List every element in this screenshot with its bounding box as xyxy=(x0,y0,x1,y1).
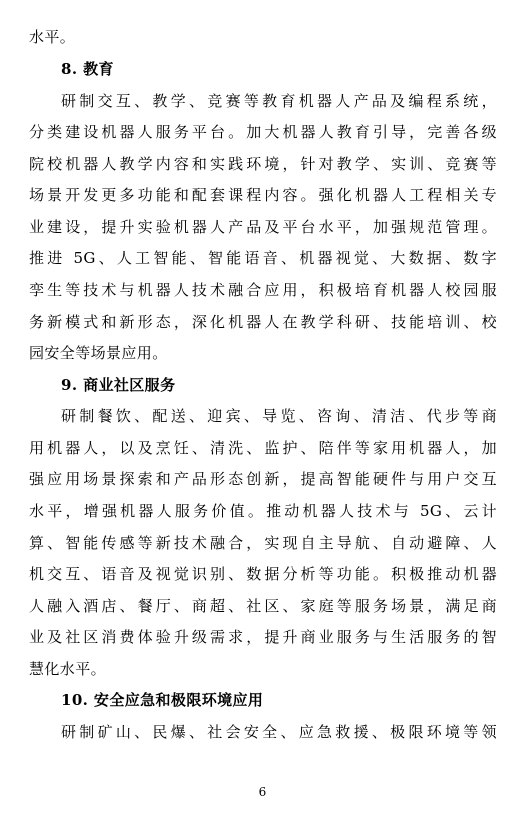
section-heading-safety-emergency: 10. 安全应急和极限环境应用 xyxy=(61,691,264,709)
text-line: 机交互、语音及视觉识别、数据分析等功能。积极推动机器 xyxy=(29,565,497,583)
text-line: 场景开发更多功能和配套课程内容。强化机器人工程相关专 xyxy=(29,186,497,204)
text-line: 研制交互、教学、竞赛等教育机器人产品及编程系统， xyxy=(61,92,497,110)
text-line: 院校机器人教学内容和实践环境，针对教学、实训、竞赛等 xyxy=(29,155,497,173)
text-line: 算、智能传感等新技术融合，实现自主导航、自动避障、人 xyxy=(29,534,497,552)
text-line: 水平。 xyxy=(29,28,76,46)
text-line: 慧化水平。 xyxy=(29,660,107,678)
text-line: 研制餐饮、配送、迎宾、导览、咨询、清洁、代步等商 xyxy=(61,407,497,425)
text-line: 园安全等场景应用。 xyxy=(29,344,168,362)
section-heading-education: 8. 教育 xyxy=(61,60,114,78)
text-line: 分类建设机器人服务平台。加大机器人教育引导，完善各级 xyxy=(29,123,497,141)
text-line: 强应用场景探索和产品形态创新，提高智能硬件与用户交互 xyxy=(29,470,497,488)
text-line: 业及社区消费体验升级需求，提升商业服务与生活服务的智 xyxy=(29,628,497,646)
text-line: 水平，增强机器人服务价值。推动机器人技术与 5G、云计 xyxy=(29,502,497,520)
text-line: 人融入酒店、餐厅、商超、社区、家庭等服务场景，满足商 xyxy=(29,597,497,615)
text-line: 用机器人，以及烹饪、清洗、监护、陪伴等家用机器人，加 xyxy=(29,439,497,457)
section-heading-commercial-community-service: 9. 商业社区服务 xyxy=(61,376,176,394)
page-number: 6 xyxy=(258,785,267,799)
text-line: 务新模式和新形态，深化机器人在教学科研、技能培训、校 xyxy=(29,313,497,331)
text-line: 业建设，提升实验机器人产品及平台水平，加强规范管理。 xyxy=(29,218,497,236)
text-line: 研制矿山、民爆、社会安全、应急救援、极限环境等领 xyxy=(61,723,497,741)
text-line: 推进 5G、人工智能、智能语音、机器视觉、大数据、数字 xyxy=(29,249,497,267)
text-line: 孪生等技术与机器人技术融合应用，积极培育机器人校园服 xyxy=(29,281,497,299)
